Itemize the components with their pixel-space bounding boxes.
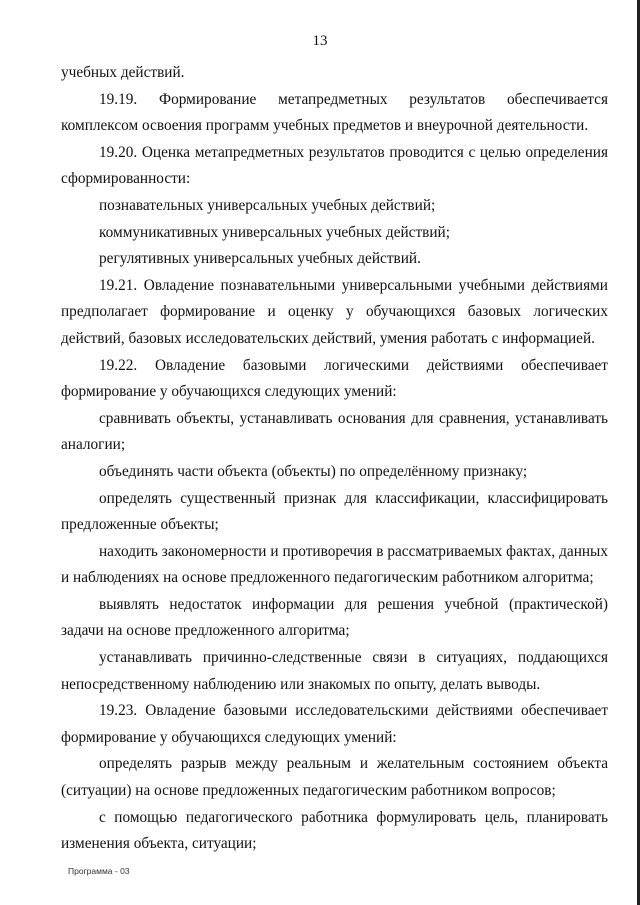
list-item: устанавливать причинно-следственные связи в ситуациях, поддающихся непосредственному наблюдению или знакомых по опыту, делать выводы. xyxy=(61,649,608,693)
list-item: определять существенный признак для классификации, классифицировать предложенные объекты; xyxy=(61,489,608,534)
paragraph-19-22: 19.22. Овладение базовыми логическими действиями обеспечивает формирование у обучающихся следующих умений: xyxy=(61,356,608,401)
continuation-text: учебных действий. xyxy=(61,64,185,81)
page-number: 13 xyxy=(312,33,328,49)
list-item: с помощью педагогического работника формулировать цель, планировать изменения объекта, ситуации; xyxy=(61,808,608,853)
footer-note: Программа - 03 xyxy=(68,866,130,876)
paragraph-19-19: 19.19. Формирование метапредметных результатов обеспечивается комплексом освоения программ учебных предметов и внеурочной деятельности. xyxy=(61,90,608,135)
paragraph-19-21: 19.21. Овладение познавательными универсальными учебными действиями предполагает формирование и оценку у обучающихся базовых логических действий, базовых исследовательских действий, умения работать с информацией. xyxy=(61,276,608,347)
list-item: находить закономерности и противоречия в рассматриваемых фактах, данных и наблюдениях на основе предложенного педагогическим работником алгоритма; xyxy=(61,542,608,587)
document-body xyxy=(61,60,608,858)
list-item: сравнивать объекты, устанавливать основания для сравнения, устанавливать аналогии; xyxy=(61,409,608,454)
list-item: коммуникативных универсальных учебных действий; xyxy=(99,223,450,241)
list-item: объединять части объекта (объекты) по определённому признаку; xyxy=(99,462,528,480)
list-item: выявлять недостаток информации для решения учебной (практической) задачи на основе предложенного алгоритма; xyxy=(61,595,608,640)
list-item: познавательных универсальных учебных действий; xyxy=(99,196,436,214)
paragraph-19-23: 19.23. Овладение базовыми исследовательскими действиями обеспечивает формирование у обучающихся следующих умений: xyxy=(61,702,608,746)
list-item: определять разрыв между реальным и желательным состоянием объекта (ситуации) на основе предложенных педагогическим работником вопросов; xyxy=(61,755,608,800)
list-item: регулятивных универсальных учебных действий. xyxy=(99,250,421,268)
paragraph-19-20: 19.20. Оценка метапредметных результатов проводится с целью определения сформированности: xyxy=(61,143,608,188)
